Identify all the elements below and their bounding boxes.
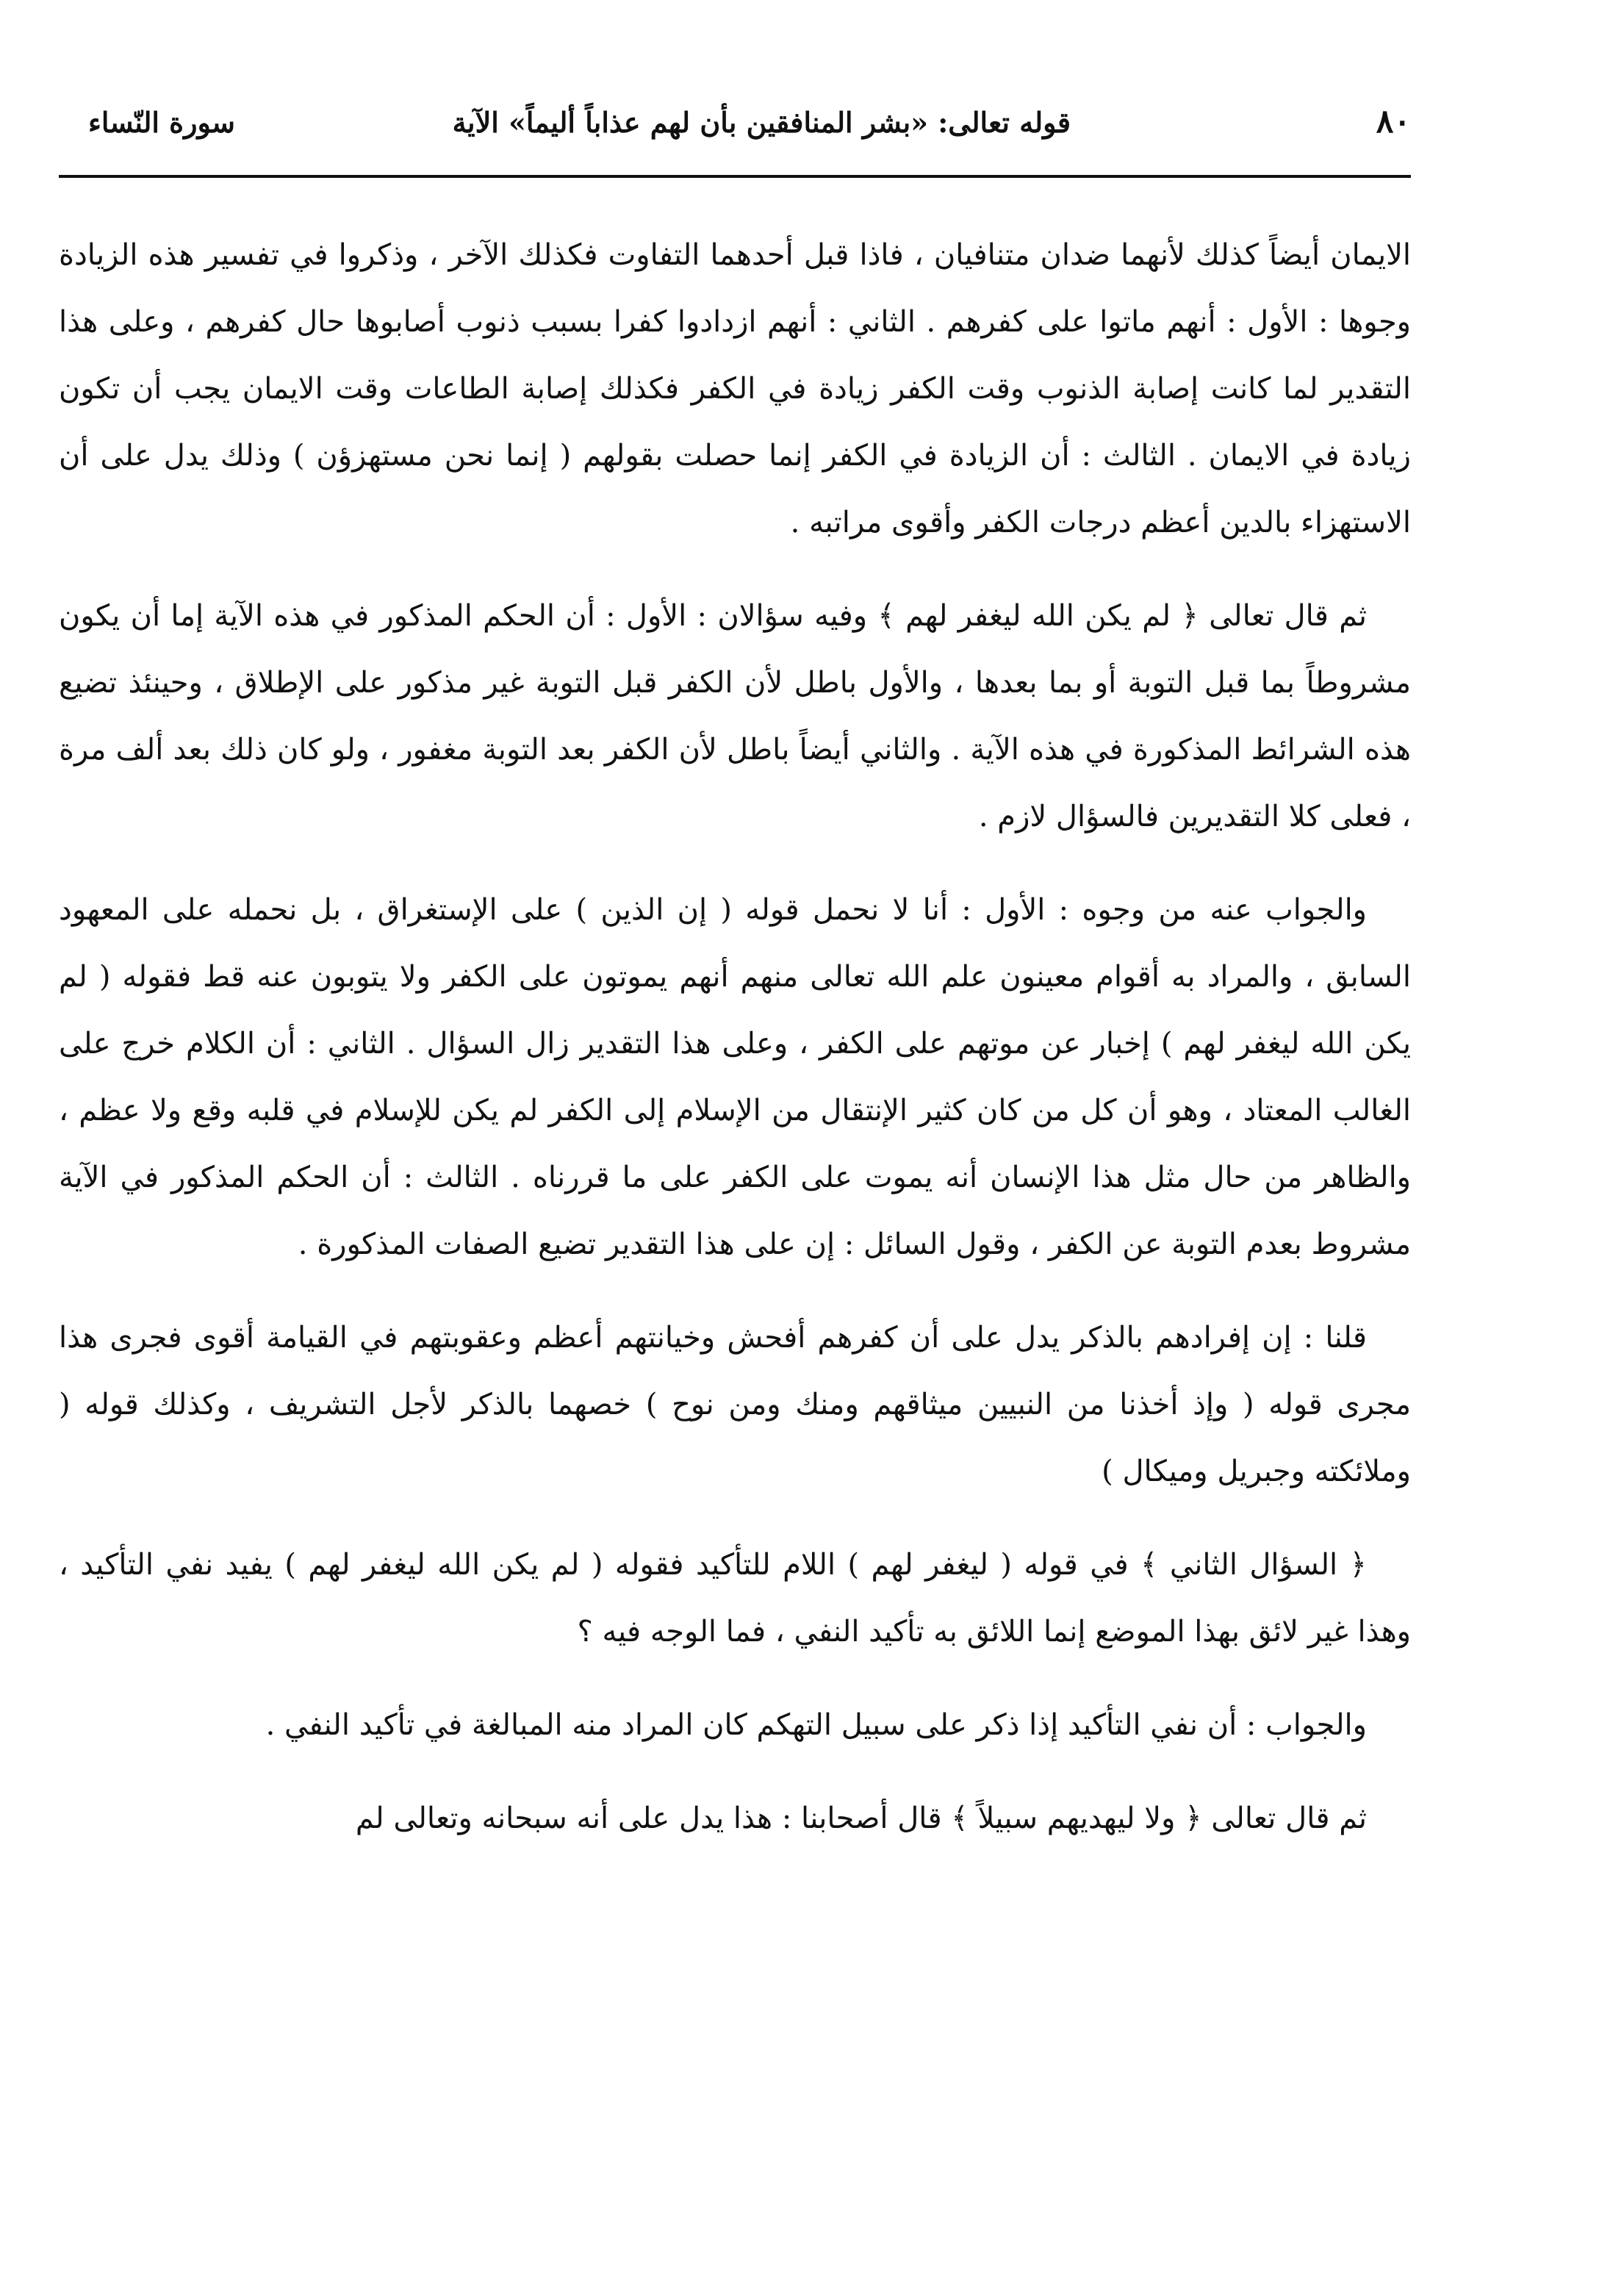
paragraph: ثم قال تعالى ﴿ لم يكن الله ليغفر لهم ﴾ وفيه سؤالان : الأول : أن الحكم المذكور في هذه الآية إما أن يكون مشروطاً بما قبل التوبة أو بما بعدها ، والأول باطل لأن الكفر قبل التوبة غير مذكور على الإطلاق ، وحينئذ تضيع هذه الشرائط المذكورة في هذه الآية . والثاني أيضاً باطل لأن الكفر بعد التوبة مغفور ، ولو كان ذلك بعد ألف مرة ، فعلى كلا التقديرين فالسؤال لازم . <box>59 599 1411 833</box>
paragraph: قلنا : إن إفرادهم بالذكر يدل على أن كفرهم أفحش وخيانتهم أعظم وعقوبتهم في القيامة أقوى فجرى هذا مجرى قوله ( وإذ أخذنا من النبيين ميثاقهم ومنك ومن نوح ) خصهما بالذكر لأجل التشريف ، وكذلك قوله ( وملائكته وجبريل وميكال ) <box>59 1321 1411 1488</box>
surah-name: سورة النّساء <box>88 106 235 139</box>
paragraph: ثم قال تعالى ﴿ ولا ليهديهم سبيلاً ﴾ قال أصحابنا : هذا يدل على أنه سبحانه وتعالى لم <box>355 1801 1367 1835</box>
header-rule <box>59 175 1411 178</box>
page-body <box>59 222 1411 1852</box>
paragraph: والجواب : أن نفي التأكيد إذا ذكر على سبيل التهكم كان المراد منه المبالغة في تأكيد النفي . <box>265 1708 1367 1742</box>
paragraph: والجواب عنه من وجوه : الأول : أنا لا نحمل قوله ( إن الذين ) على الإستغراق ، بل نحمله على المعهود السابق ، والمراد به أقوام معينون علم الله تعالى منهم أنهم يموتون على الكفر ولا يتوبون عنه قط فقوله ( لم يكن الله ليغفر لهم ) إخبار عن موتهم على الكفر ، وعلى هذا التقدير زال السؤال . الثاني : أن الكلام خرج على الغالب المعتاد ، وهو أن كل من كان كثير الإنتقال من الإسلام إلى الكفر لم يكن للإسلام في قلبه وقع ولا عظم ، والظاهر من حال مثل هذا الإنسان أنه يموت على الكفر على ما قررناه . الثالث : أن الحكم المذكور في الآية مشروط بعدم التوبة عن الكفر ، وقول السائل : إن على هذا التقدير تضيع الصفات المذكورة . <box>59 893 1411 1261</box>
paragraph: ﴿ السؤال الثاني ﴾ في قوله ( ليغفر لهم ) اللام للتأكيد فقوله ( لم يكن الله ليغفر لهم ) يفيد نفي التأكيد ، وهذا غير لائق بهذا الموضع إنما اللائق به تأكيد النفي ، فما الوجه فيه ؟ <box>59 1548 1411 1649</box>
paragraph: الايمان أيضاً كذلك لأنهما ضدان متنافيان ، فاذا قبل أحدهما التفاوت فكذلك الآخر ، وذكروا في تفسير هذه الزيادة وجوها : الأول : أنهم ماتوا على كفرهم . الثاني : أنهم ازدادوا كفرا بسبب ذنوب أصابوها حال كفرهم ، وعلى هذا التقدير لما كانت إصابة الذنوب وقت الكفر زيادة في الكفر فكذلك إصابة الطاعات وقت الايمان يجب أن تكون زيادة في الايمان . الثالث : أن الزيادة في الكفر إنما حصلت بقولهم ( إنما نحن مستهزؤن ) وذلك يدل على أن الاستهزاء بالدين أعظم درجات الكفر وأقوى مراتبه . <box>59 238 1412 539</box>
header-title: قوله تعالى: «بشر المنافقين بأن لهم عذاباً أليماً» الآية <box>452 106 1071 139</box>
page-number: ٨٠ <box>1376 103 1411 140</box>
running-header <box>59 103 1411 162</box>
